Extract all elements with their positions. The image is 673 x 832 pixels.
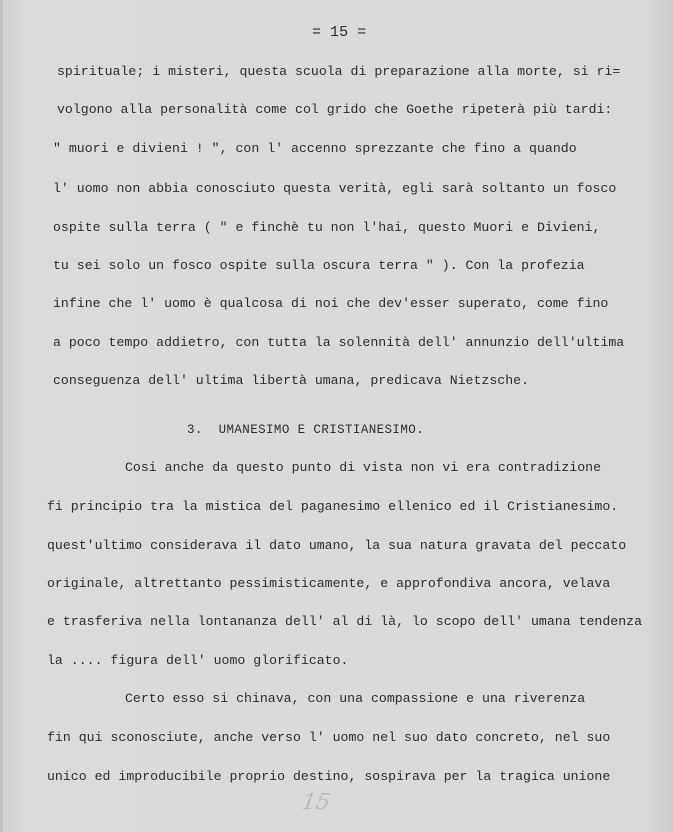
text-line: infine che l' uomo è qualcosa di noi che dev'esser superato, come fino (53, 296, 609, 311)
text-line: volgono alla personalità come col grido che Goethe ripeterà più tardi: (57, 102, 613, 117)
text-line: conseguenza dell' ultima libertà umana, predicava Nietzsche. (53, 373, 530, 388)
text-line: ospite sulla terra ( " e finchè tu non l'hai, questo Muori e Divieni, (53, 220, 601, 235)
text-line: unico ed improducibile proprio destino, sospirava per la tragica unione (47, 769, 611, 784)
text-line: Certo esso si chinava, con una compassione e una riverenza (125, 691, 586, 706)
text-line: " muori e divieni ! ", con l' accenno sprezzante che fino a quando (53, 141, 577, 156)
text-line: Cosi anche da questo punto di vista non vi era contradizione (125, 460, 602, 475)
text-line: la .... figura dell' uomo glorificato. (47, 653, 349, 668)
page-edge-shadow (0, 0, 3, 832)
text-line: l' uomo non abbia conosciuto questa verità, egli sarà soltanto un fosco (53, 181, 617, 196)
page-number: = 15 = (312, 24, 367, 41)
text-line: quest'ultimo considerava il dato umano, la sua natura gravata del peccato (47, 538, 627, 553)
text-line: tu sei solo un fosco ospite sulla oscura terra " ). Con la profezia (53, 258, 585, 273)
text-line: spirituale; i misteri, questa scuola di preparazione alla morte, si ri= (57, 64, 621, 79)
text-line: fin qui sconosciute, anche verso l' uomo nel suo dato concreto, nel suo (47, 730, 611, 745)
text-line: e trasferiva nella lontananza dell' al di là, lo scopo dell' umana tendenza (47, 614, 643, 629)
text-line: a poco tempo addietro, con tutta la solennità dell' annunzio dell'ultima (53, 335, 625, 350)
text-line: originale, altrettanto pessimisticamente, e approfondiva ancora, velava (47, 576, 611, 591)
text-line: fi principio tra la mistica del paganesimo ellenico ed il Cristianesimo. (47, 499, 619, 514)
handwritten-page-number: 15 (300, 790, 332, 815)
section-heading: 3. UMANESIMO E CRISTIANESIMO. (187, 423, 425, 437)
